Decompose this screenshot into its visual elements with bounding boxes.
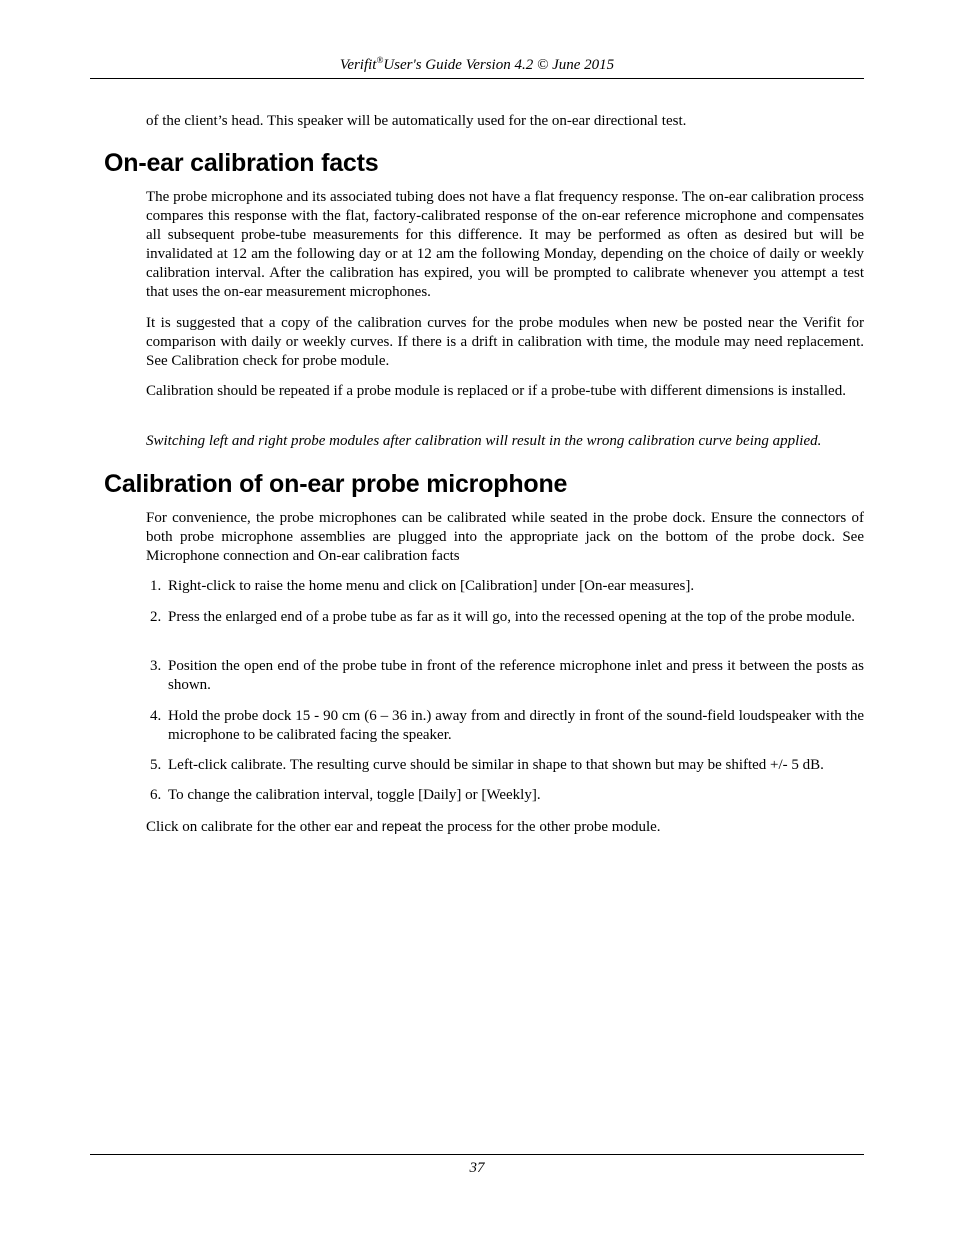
list-item bbox=[146, 608, 864, 627]
page-header bbox=[90, 55, 864, 75]
header-rule bbox=[90, 78, 864, 79]
registered-mark: ® bbox=[376, 55, 384, 65]
closing-emphasis-word: repeat bbox=[381, 818, 422, 834]
header-title-prefix: Verifit bbox=[339, 57, 377, 73]
step-number: 3. bbox=[150, 658, 162, 674]
list-item bbox=[146, 577, 864, 596]
footer-rule bbox=[90, 1154, 864, 1155]
step-number: 2. bbox=[150, 609, 162, 625]
header-title-suffix: User's Guide Version 4.2 © June 2015 bbox=[383, 57, 615, 73]
section1-paragraph-1: The probe microphone and its associated tubing does not have a flat frequency response. The on-ear calibration process compares this response with the flat, factory-calibrated response of the on-ear reference microphone and compensates all subsequent probe-tube measurements for this difference. It may be performed as often as desired but will be invalidated at 12 am the following day or at 12 am the following Monday, depending on the choice of daily or weekly calibration interval. After the calibration has expired, you will be prompted to calibrate whenever you attempt a test that uses the on-ear measurement microphones. bbox=[146, 189, 864, 300]
list-item bbox=[146, 786, 864, 805]
section1-note: Switching left and right probe modules after calibration will result in the wrong calibration curve being applied. bbox=[146, 433, 822, 449]
step-number: 4. bbox=[150, 708, 162, 724]
step-text: Press the enlarged end of a probe tube as far as it will go, into the recessed opening at the top of the probe module. bbox=[168, 609, 856, 625]
section2-intro: For convenience, the probe microphones can be calibrated while seated in the probe dock. Ensure the connectors of both probe microphone assemblies are plugged into the appropriate jack on the bottom of the probe dock. See Microphone connection and On-ear calibration facts bbox=[146, 510, 864, 564]
step-text: Position the open end of the probe tube in front of the reference microphone inlet and press it between the posts as shown. bbox=[168, 658, 864, 693]
section1-paragraph-2: It is suggested that a copy of the calibration curves for the probe modules when new be posted near the Verifit for comparison with daily or weekly curves. If there is a drift in calibration with time, the module may need replacement. See Calibration check for probe module. bbox=[146, 315, 864, 369]
section2-closing bbox=[146, 817, 864, 837]
closing-text-before: Click on calibrate for the other ear and bbox=[146, 819, 382, 835]
step-text: Left-click calibrate. The resulting curve should be similar in shape to that shown but may be shifted +/- 5 dB. bbox=[168, 757, 824, 773]
step-text: Right-click to raise the home menu and click on [Calibration] under [On-ear measures]. bbox=[168, 578, 695, 594]
list-item bbox=[146, 756, 864, 775]
section-heading-on-ear-calibration-facts: On-ear calibration facts bbox=[104, 149, 379, 177]
list-item bbox=[146, 707, 864, 745]
step-text: Hold the probe dock 15 - 90 cm (6 – 36 in.) away from and directly in front of the sound-field loudspeaker with the microphone to be calibrated facing the speaker. bbox=[168, 708, 864, 743]
closing-text-after: the process for the other probe module. bbox=[421, 819, 661, 835]
section-heading-calibration-of-probe-microphone: Calibration of on-ear probe microphone bbox=[104, 470, 568, 498]
step-number: 6. bbox=[150, 787, 162, 803]
list-item bbox=[146, 657, 864, 695]
step-number: 5. bbox=[150, 757, 162, 773]
intro-continuation: of the client’s head. This speaker will be automatically used for the on-ear directional test. bbox=[146, 113, 687, 129]
step-text: To change the calibration interval, toggle [Daily] or [Weekly]. bbox=[168, 787, 541, 803]
section1-paragraph-3: Calibration should be repeated if a probe module is replaced or if a probe-tube with different dimensions is installed. bbox=[146, 383, 846, 399]
page-number: 37 bbox=[469, 1160, 485, 1176]
step-number: 1. bbox=[150, 578, 162, 594]
